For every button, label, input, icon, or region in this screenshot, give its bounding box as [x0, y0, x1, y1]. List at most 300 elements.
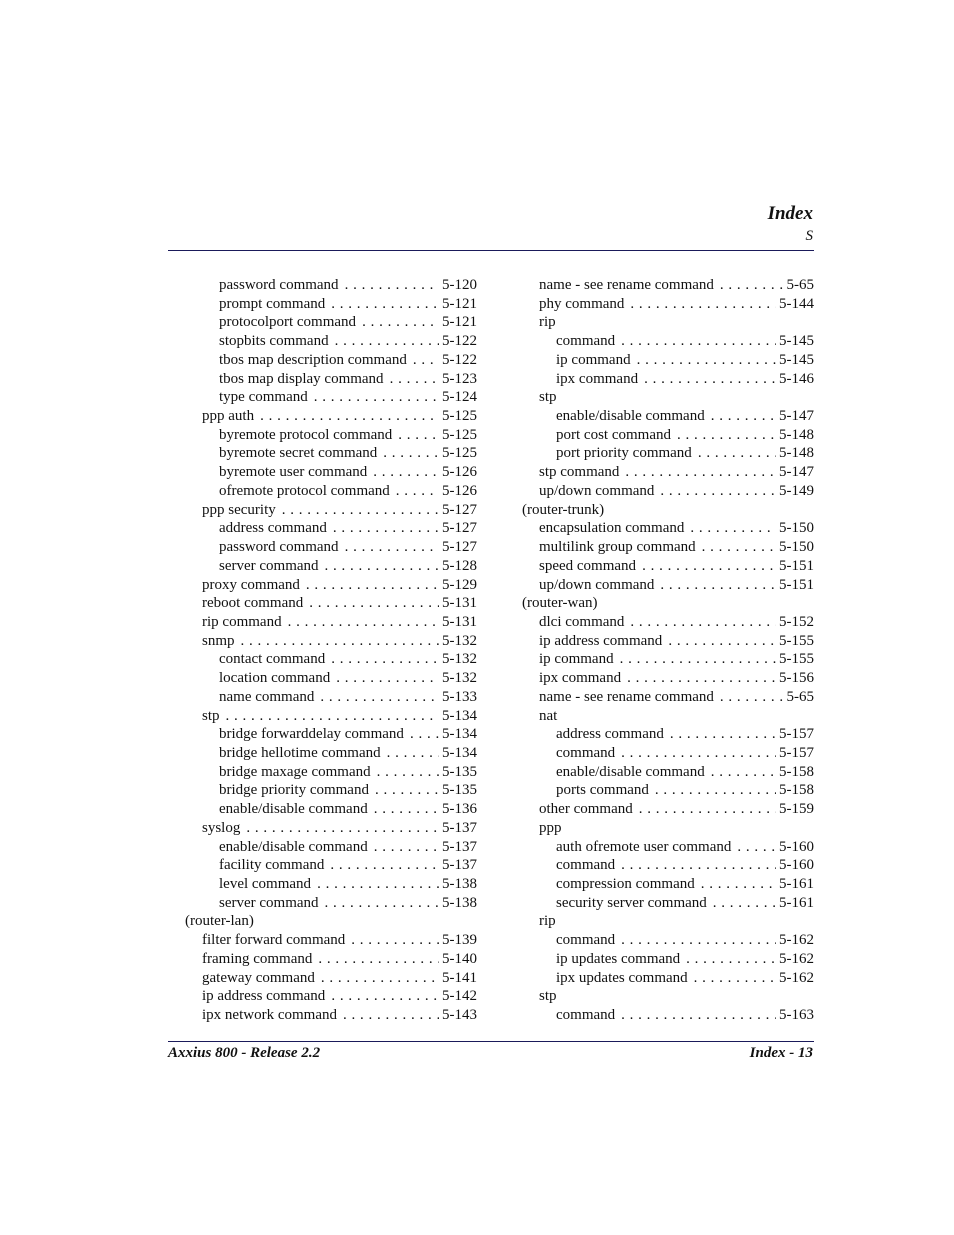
index-term: ip address command — [202, 988, 326, 1005]
dot-leader — [390, 370, 439, 389]
index-entry — [185, 707, 477, 726]
dot-leader — [621, 744, 776, 763]
index-entry — [185, 557, 477, 576]
index-term: security server command — [556, 894, 707, 911]
index-page-ref: 5-129 — [442, 576, 477, 593]
index-entry — [185, 407, 477, 426]
index-term: ppp auth — [202, 408, 255, 425]
index-page-ref: 5-162 — [779, 950, 814, 967]
index-entry — [185, 482, 477, 501]
index-term: enable/disable command — [219, 838, 368, 855]
index-entry — [522, 838, 814, 857]
index-term: password command — [219, 277, 339, 293]
index-page-ref: 5-157 — [779, 726, 814, 743]
index-page-ref: 5-161 — [779, 894, 814, 911]
index-entry — [185, 669, 477, 688]
index-term: tbos map description command — [219, 351, 407, 368]
index-page-ref: 5-137 — [442, 819, 477, 836]
index-page-ref: 5-160 — [779, 857, 814, 874]
index-term: ip command — [556, 351, 631, 368]
index-term: encapsulation command — [539, 520, 685, 537]
index-entry — [522, 744, 814, 763]
index-page-ref: 5-145 — [779, 333, 814, 350]
index-page-ref: 5-123 — [442, 370, 477, 387]
dot-leader — [655, 781, 776, 800]
index-page-ref: 5-140 — [442, 950, 477, 967]
index-term: gateway command — [202, 969, 315, 986]
index-term: bridge forwarddelay command — [219, 726, 404, 743]
index-term: up/down command — [539, 576, 655, 593]
dot-leader — [737, 838, 776, 857]
index-entry — [185, 725, 477, 744]
dot-leader — [246, 819, 439, 838]
index-page-ref: 5-122 — [442, 333, 477, 350]
index-entry — [522, 332, 814, 351]
index-entry — [185, 969, 477, 988]
index-page-ref: 5-144 — [779, 295, 814, 312]
dot-leader — [336, 669, 439, 688]
index-page-ref: 5-65 — [786, 277, 814, 293]
dot-leader — [260, 407, 439, 426]
index-page-ref: 5-124 — [442, 389, 477, 406]
dot-leader — [383, 444, 439, 463]
index-page-ref: 5-143 — [442, 1007, 477, 1024]
index-term: ipx network command — [202, 1007, 337, 1024]
index-page-ref: 5-135 — [442, 782, 477, 799]
index-term: proxy command — [202, 576, 300, 593]
index-entry — [522, 351, 814, 370]
dot-leader — [702, 538, 776, 557]
dot-leader — [694, 969, 776, 988]
index-entry — [522, 912, 814, 931]
index-term: ipx updates command — [556, 969, 688, 986]
index-entry — [522, 856, 814, 875]
dot-leader — [621, 332, 776, 351]
dot-leader — [630, 295, 776, 314]
index-term: password command — [219, 539, 339, 556]
index-page-ref: 5-161 — [779, 876, 814, 892]
index-term: port cost command — [556, 426, 671, 443]
index-term: stp command — [539, 464, 620, 481]
index-term: compression command — [556, 876, 695, 892]
index-entry — [522, 650, 814, 669]
index-term: address command — [219, 520, 327, 537]
dot-leader — [660, 576, 776, 595]
dot-leader — [333, 519, 439, 538]
index-term: ofremote protocol command — [219, 482, 390, 499]
index-entry — [185, 501, 477, 520]
dot-leader — [396, 482, 439, 501]
dot-leader — [720, 688, 784, 707]
index-entry — [185, 800, 477, 819]
dot-leader — [318, 950, 439, 969]
index-term: name command — [219, 688, 315, 705]
index-page-ref: 5-136 — [442, 801, 477, 818]
index-term: enable/disable command — [219, 801, 368, 818]
index-page-ref: 5-131 — [442, 613, 477, 630]
index-page-ref: 5-147 — [779, 464, 814, 481]
index-term: rip command — [202, 613, 282, 630]
index-entry — [522, 426, 814, 445]
index-page-ref: 5-122 — [442, 351, 477, 368]
index-column-right — [522, 276, 814, 1025]
dot-leader — [670, 725, 776, 744]
index-term: ipx command — [539, 670, 622, 687]
dot-leader — [351, 931, 439, 950]
index-term: command — [556, 333, 616, 350]
index-entry — [522, 688, 814, 707]
index-term: up/down command — [539, 482, 655, 499]
dot-leader — [309, 594, 439, 613]
index-entry — [185, 744, 477, 763]
index-entry — [522, 295, 814, 314]
dot-leader — [620, 650, 776, 669]
index-entry — [185, 650, 477, 669]
index-entry — [522, 370, 814, 389]
index-term: command — [556, 857, 616, 874]
index-entry — [185, 1006, 477, 1025]
dot-leader — [282, 501, 439, 520]
index-entry — [185, 875, 477, 894]
index-entry — [522, 388, 814, 407]
index-term: stp — [539, 389, 557, 406]
index-page-ref: 5-132 — [442, 632, 477, 649]
dot-leader — [226, 707, 439, 726]
index-term: bridge hellotime command — [219, 744, 381, 761]
index-term: protocolport command — [219, 314, 357, 331]
index-entry — [185, 463, 477, 482]
index-entry — [522, 632, 814, 651]
page-title: Index — [767, 203, 813, 224]
index-entry — [185, 856, 477, 875]
index-term: command — [556, 932, 616, 949]
index-page-ref: 5-133 — [442, 688, 477, 705]
index-term: facility command — [219, 857, 325, 874]
index-page-ref: 5-151 — [779, 576, 814, 593]
index-entry — [185, 894, 477, 913]
index-page-ref: 5-125 — [442, 426, 477, 443]
index-entry — [522, 950, 814, 969]
index-entry — [522, 987, 814, 1006]
index-page-ref: 5-149 — [779, 482, 814, 499]
index-entry — [522, 463, 814, 482]
index-entry — [522, 875, 814, 894]
index-term: level command — [219, 876, 312, 892]
index-page-ref: 5-156 — [779, 670, 814, 687]
index-term: ip updates command — [556, 950, 681, 967]
dot-leader — [331, 650, 439, 669]
dot-leader — [642, 557, 776, 576]
index-entry — [522, 725, 814, 744]
index-page-ref: 5-158 — [779, 782, 814, 799]
index-page-ref: 5-150 — [779, 539, 814, 556]
index-term: phy command — [539, 295, 625, 312]
dot-leader — [713, 894, 776, 913]
index-entry — [185, 295, 477, 314]
index-term: location command — [219, 670, 331, 687]
index-page-ref: 5-151 — [779, 557, 814, 574]
index-entry — [185, 931, 477, 950]
header-divider — [168, 250, 814, 251]
dot-leader — [373, 463, 439, 482]
dot-leader — [320, 688, 439, 707]
index-page-ref: 5-157 — [779, 744, 814, 761]
index-entry — [185, 444, 477, 463]
index-term: framing command — [202, 950, 313, 967]
dot-leader — [621, 931, 776, 950]
index-entry — [185, 519, 477, 538]
index-page-ref: 5-126 — [442, 482, 477, 499]
index-entry — [522, 276, 814, 295]
index-page-ref: 5-163 — [779, 1007, 814, 1024]
dot-leader — [314, 388, 439, 407]
index-entry — [522, 707, 814, 726]
index-term: dlci command — [539, 613, 625, 630]
index-entry — [522, 763, 814, 782]
dot-leader — [362, 313, 439, 332]
dot-leader — [375, 781, 439, 800]
index-page-ref: 5-120 — [442, 277, 477, 293]
index-term: filter forward command — [202, 932, 346, 949]
index-entry — [185, 426, 477, 445]
index-entry — [185, 313, 477, 332]
index-term: server command — [219, 557, 319, 574]
section-letter: S — [805, 228, 813, 244]
dot-leader — [387, 744, 439, 763]
index-page-ref: 5-148 — [779, 426, 814, 443]
dot-leader — [330, 856, 439, 875]
index-page-ref: 5-141 — [442, 969, 477, 986]
dot-leader — [621, 856, 776, 875]
index-term: rip — [539, 913, 556, 930]
index-page-ref: 5-148 — [779, 445, 814, 462]
index-term: stopbits command — [219, 333, 329, 350]
index-entry — [185, 388, 477, 407]
dot-leader — [720, 276, 784, 295]
index-entry — [522, 1006, 814, 1025]
index-entry — [185, 632, 477, 651]
index-term: ppp — [539, 819, 562, 836]
index-term: ipx command — [556, 370, 639, 387]
index-term: nat — [539, 707, 558, 724]
dot-leader — [331, 987, 439, 1006]
index-term: type command — [219, 389, 308, 406]
index-term: command — [556, 1007, 616, 1024]
dot-leader — [686, 950, 776, 969]
index-page-ref: 5-128 — [442, 557, 477, 574]
index-entry — [185, 332, 477, 351]
dot-leader — [241, 632, 439, 651]
dot-leader — [345, 276, 439, 295]
dot-leader — [345, 538, 439, 557]
index-page-ref: 5-127 — [442, 520, 477, 537]
index-page-ref: 5-158 — [779, 763, 814, 780]
index-entry — [522, 800, 814, 819]
index-term: command — [556, 744, 616, 761]
index-term: ip command — [539, 651, 614, 668]
dot-leader — [668, 632, 776, 651]
dot-leader — [306, 576, 439, 595]
index-entry — [522, 613, 814, 632]
index-page-ref: 5-134 — [442, 707, 477, 724]
index-term: name - see rename command — [539, 277, 714, 293]
dot-leader — [621, 1006, 776, 1025]
index-entry — [185, 351, 477, 370]
index-entry — [522, 407, 814, 426]
index-column-left — [185, 276, 477, 1025]
index-term: server command — [219, 894, 319, 911]
index-term: syslog — [202, 819, 241, 836]
index-page-ref: 5-121 — [442, 314, 477, 331]
index-page-ref: 5-137 — [442, 838, 477, 855]
index-entry — [185, 950, 477, 969]
index-term: port priority command — [556, 445, 692, 462]
index-term: address command — [556, 726, 664, 743]
index-term: (router-trunk) — [522, 501, 605, 518]
index-entry — [522, 519, 814, 538]
index-entry — [522, 819, 814, 838]
index-page-ref: 5-152 — [779, 613, 814, 630]
dot-leader — [331, 295, 439, 314]
index-term: (router-lan) — [185, 913, 254, 930]
index-entry — [522, 931, 814, 950]
index-entry — [522, 501, 814, 520]
index-term: ip address command — [539, 632, 663, 649]
dot-leader — [335, 332, 439, 351]
dot-leader — [660, 482, 776, 501]
index-term: other command — [539, 801, 633, 818]
index-page-ref: 5-125 — [442, 408, 477, 425]
index-term: multilink group command — [539, 539, 696, 556]
index-term: contact command — [219, 651, 326, 668]
index-term: name - see rename command — [539, 688, 714, 705]
footer-product: Axxius 800 - Release 2.2 — [168, 1045, 321, 1061]
dot-leader — [343, 1006, 439, 1025]
index-term: byremote user command — [219, 464, 368, 481]
index-term: bridge maxage command — [219, 763, 371, 780]
index-page-ref: 5-138 — [442, 894, 477, 911]
index-page-ref: 5-131 — [442, 595, 477, 612]
index-entry — [185, 912, 477, 931]
footer-divider — [168, 1041, 814, 1042]
index-page-ref: 5-135 — [442, 763, 477, 780]
dot-leader — [627, 669, 776, 688]
index-term: ppp security — [202, 501, 276, 518]
index-term: enable/disable command — [556, 763, 705, 780]
dot-leader — [625, 463, 776, 482]
index-entry — [185, 370, 477, 389]
dot-leader — [677, 426, 776, 445]
index-page-ref: 5-126 — [442, 464, 477, 481]
index-entry — [185, 838, 477, 857]
index-page-ref: 5-137 — [442, 857, 477, 874]
index-entry — [185, 576, 477, 595]
index-entry — [185, 594, 477, 613]
index-entry — [185, 781, 477, 800]
index-entry — [185, 819, 477, 838]
index-term: (router-wan) — [522, 595, 598, 612]
index-term: stp — [539, 988, 557, 1005]
index-page-ref: 5-142 — [442, 988, 477, 1005]
index-entry — [185, 276, 477, 295]
index-page-ref: 5-147 — [779, 408, 814, 425]
dot-leader — [701, 875, 776, 894]
index-page-ref: 5-159 — [779, 801, 814, 818]
index-page-ref: 5-155 — [779, 632, 814, 649]
index-page-ref: 5-65 — [786, 688, 814, 705]
index-entry — [185, 987, 477, 1006]
footer-page-number: Index - 13 — [749, 1045, 813, 1061]
index-page-ref: 5-150 — [779, 520, 814, 537]
index-page-ref: 5-132 — [442, 670, 477, 687]
dot-leader — [374, 800, 439, 819]
dot-leader — [644, 370, 776, 389]
dot-leader — [325, 894, 439, 913]
index-entry — [522, 313, 814, 332]
index-entry — [522, 594, 814, 613]
index-page-ref: 5-121 — [442, 295, 477, 312]
index-entry — [185, 613, 477, 632]
index-entry — [522, 444, 814, 463]
dot-leader — [711, 763, 776, 782]
dot-leader — [639, 800, 776, 819]
index-term: enable/disable command — [556, 408, 705, 425]
index-page-ref: 5-125 — [442, 445, 477, 462]
index-page-ref: 5-160 — [779, 838, 814, 855]
index-term: speed command — [539, 557, 637, 574]
index-page-ref: 5-162 — [779, 932, 814, 949]
dot-leader — [325, 557, 439, 576]
dot-leader — [630, 613, 776, 632]
index-term: byremote secret command — [219, 445, 378, 462]
index-entry — [185, 688, 477, 707]
dot-leader — [317, 875, 439, 894]
index-page-ref: 5-127 — [442, 539, 477, 556]
index-entry — [522, 781, 814, 800]
index-term: ports command — [556, 782, 649, 799]
dot-leader — [377, 763, 439, 782]
dot-leader — [690, 519, 776, 538]
index-term: tbos map display command — [219, 370, 384, 387]
index-page-ref: 5-132 — [442, 651, 477, 668]
index-page-ref: 5-127 — [442, 501, 477, 518]
index-page-ref: 5-145 — [779, 351, 814, 368]
dot-leader — [410, 725, 439, 744]
dot-leader — [698, 444, 776, 463]
index-term: reboot command — [202, 595, 304, 612]
index-page-ref: 5-155 — [779, 651, 814, 668]
index-page-ref: 5-134 — [442, 726, 477, 743]
index-page-ref: 5-139 — [442, 932, 477, 949]
dot-leader — [637, 351, 776, 370]
index-term: bridge priority command — [219, 782, 369, 799]
index-term: auth ofremote user command — [556, 838, 732, 855]
index-entry — [522, 969, 814, 988]
index-term: snmp — [202, 632, 235, 649]
dot-leader — [374, 838, 439, 857]
index-page-ref: 5-146 — [779, 370, 814, 387]
index-term: rip — [539, 314, 556, 331]
index-entry — [522, 894, 814, 913]
index-entry — [185, 538, 477, 557]
dot-leader — [288, 613, 439, 632]
index-entry — [522, 557, 814, 576]
index-page-ref: 5-138 — [442, 876, 477, 892]
dot-leader — [398, 426, 439, 445]
index-entry — [185, 763, 477, 782]
index-term: byremote protocol command — [219, 426, 393, 443]
index-term: prompt command — [219, 295, 326, 312]
